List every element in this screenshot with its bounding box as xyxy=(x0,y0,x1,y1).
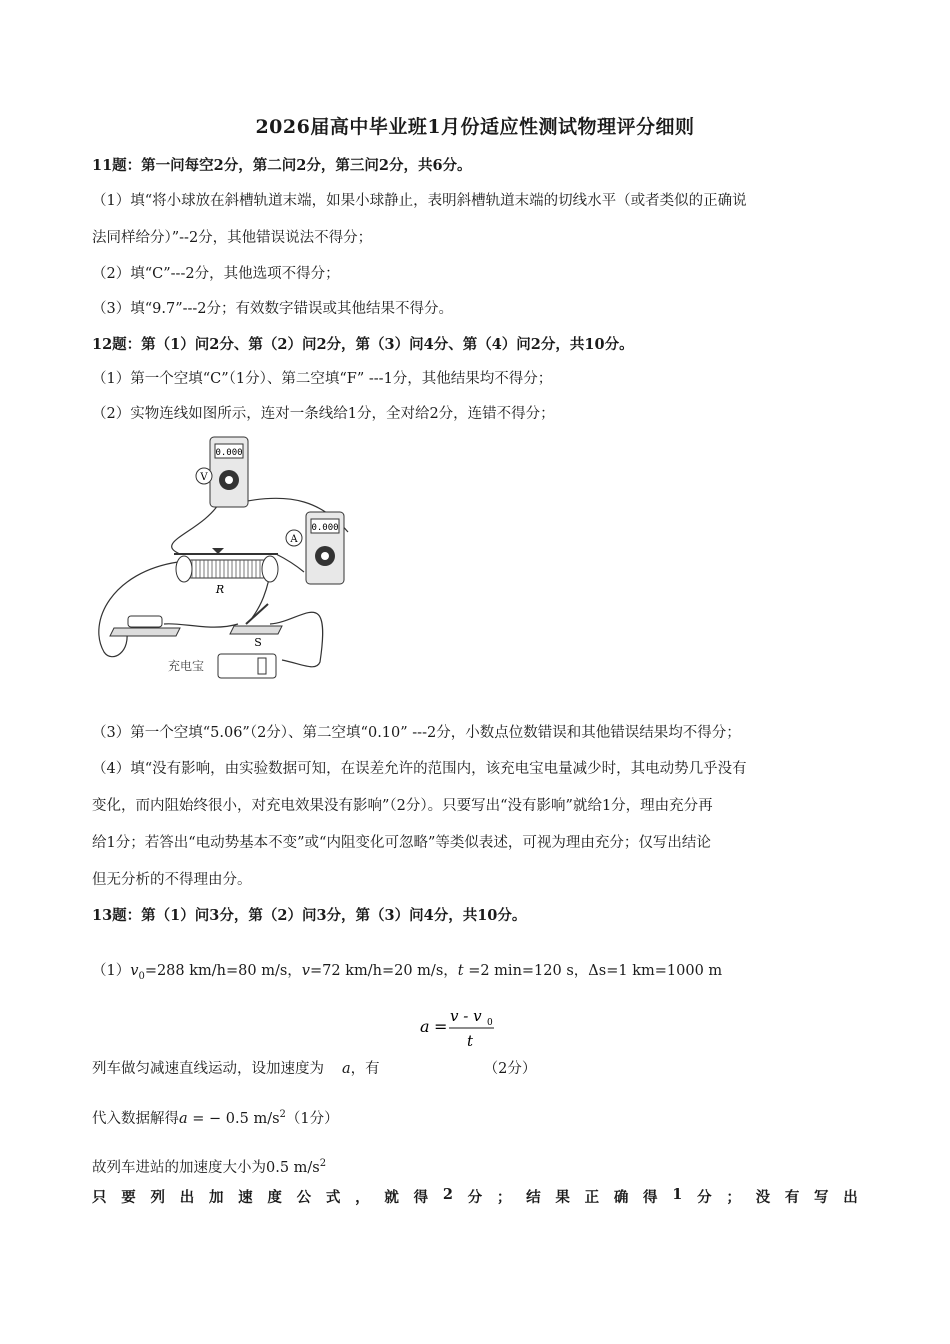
q12-line-7: 但无分析的不得理由分。 xyxy=(92,872,252,888)
q12-line-6: 给1分；若答出“电动势基本不变”或“内阻变化可忽略”等类似表述，可视为理由充分；仅写出结论 xyxy=(92,835,711,851)
switch-label: S xyxy=(254,636,262,649)
q12-line-5: 变化，而内阻始终很小，对充电效果没有影响”（2分）。只要写出“没有影响”就给1分，理由充分再 xyxy=(92,798,713,814)
q13-line-1: 列车做匀减速直线运动，设加速度为 a，有 （2分） xyxy=(92,1061,537,1077)
q12-line-3: （3）第一个空填“5.06”（2分）、第二空填“0.10” ---2分，小数点位数错误和其他错误结果均不得分； xyxy=(92,725,741,741)
svg-text:t: t xyxy=(467,1032,474,1050)
svg-text:0: 0 xyxy=(487,1018,493,1028)
svg-text:v - v: v - v xyxy=(450,1007,482,1025)
q11-line-1: （1）填“将小球放在斜槽轨道末端，如果小球静止，表明斜槽轨道末端的切线水平（或者类似的正确说 xyxy=(92,193,747,209)
q13-line-3: 故列车进站的加速度大小为0.5 $m/s^2$ xyxy=(92,1158,327,1176)
wire-voltmeter-resistor xyxy=(172,502,220,554)
switch xyxy=(230,604,282,649)
q12-header: 12题：第（1）问2分、第（2）问2分，第（3）问4分、第（4）问2分，共10分。 xyxy=(92,336,634,353)
battery-holder xyxy=(110,616,180,636)
wire-ammeter-resistor xyxy=(276,554,304,572)
rheostat-label: R xyxy=(215,583,225,596)
svg-text:a: a xyxy=(420,1017,430,1036)
q11-line-2: 法同样给分）”--2分，其他错误说法不得分； xyxy=(92,230,373,246)
rheostat xyxy=(174,548,278,596)
wire-switch-powerbank xyxy=(270,612,323,667)
q12-line-1: （1）第一个空填“C”（1分）、第二空填“F” ---1分，其他结果均不得分； xyxy=(92,371,553,387)
q12-line-4: （4）填“没有影响，由实验数据可知，在误差允许的范围内，该充电宝电量减少时，其电动势几乎没有 xyxy=(92,761,747,777)
ammeter xyxy=(286,512,344,584)
q11-header: 11题：第一问每空2分，第二问2分，第三问2分，共6分。 xyxy=(92,157,472,174)
q13-line-2: 代入数据解得a = − 0.5 $m/s^2(1$分） xyxy=(92,1109,339,1127)
q11-line-4: （3）填“9.7”---2分；有效数字错误或其他结果不得分。 xyxy=(92,301,454,317)
q13-given-values: $(1)v_0=288$ km/h=80 m/s，v=72 km/h=20 m/s，t =2 min=120 s，Δs=1 km=1000 m xyxy=(92,963,723,982)
wire-resistor-left xyxy=(99,562,178,657)
q13-line-4: 只 要 列 出 加 速 度 公 式 ， 就 得 2 分 ； 结 果 正 确 得 1 分 ； 没 有 写 出 xyxy=(92,1186,858,1206)
svg-text:=: = xyxy=(434,1017,448,1036)
page-title: 2026届高中毕业班1月份适应性测试物理评分细则 xyxy=(255,116,695,138)
ammeter-display: 0.000 xyxy=(311,523,339,533)
circuit-diagram xyxy=(92,432,362,684)
q12-line-2: （2）实物连线如图所示，连对一条线给1分，全对给2分，连错不得分； xyxy=(92,406,555,422)
power-bank-label: 充电宝 xyxy=(168,659,205,673)
q13-header: 13题：第（1）问3分，第（2）问3分，第（3）问4分，共10分。 xyxy=(92,907,527,924)
power-bank xyxy=(168,654,276,678)
q11-line-3: （2）填“C”---2分，其他选项不得分； xyxy=(92,266,340,282)
acceleration-formula xyxy=(418,1004,508,1054)
ammeter-label: A xyxy=(290,534,298,545)
voltmeter xyxy=(196,437,248,507)
voltmeter-display: 0.000 xyxy=(215,448,243,458)
wire-switch-battery xyxy=(164,624,238,627)
voltmeter-label: V xyxy=(200,472,208,483)
